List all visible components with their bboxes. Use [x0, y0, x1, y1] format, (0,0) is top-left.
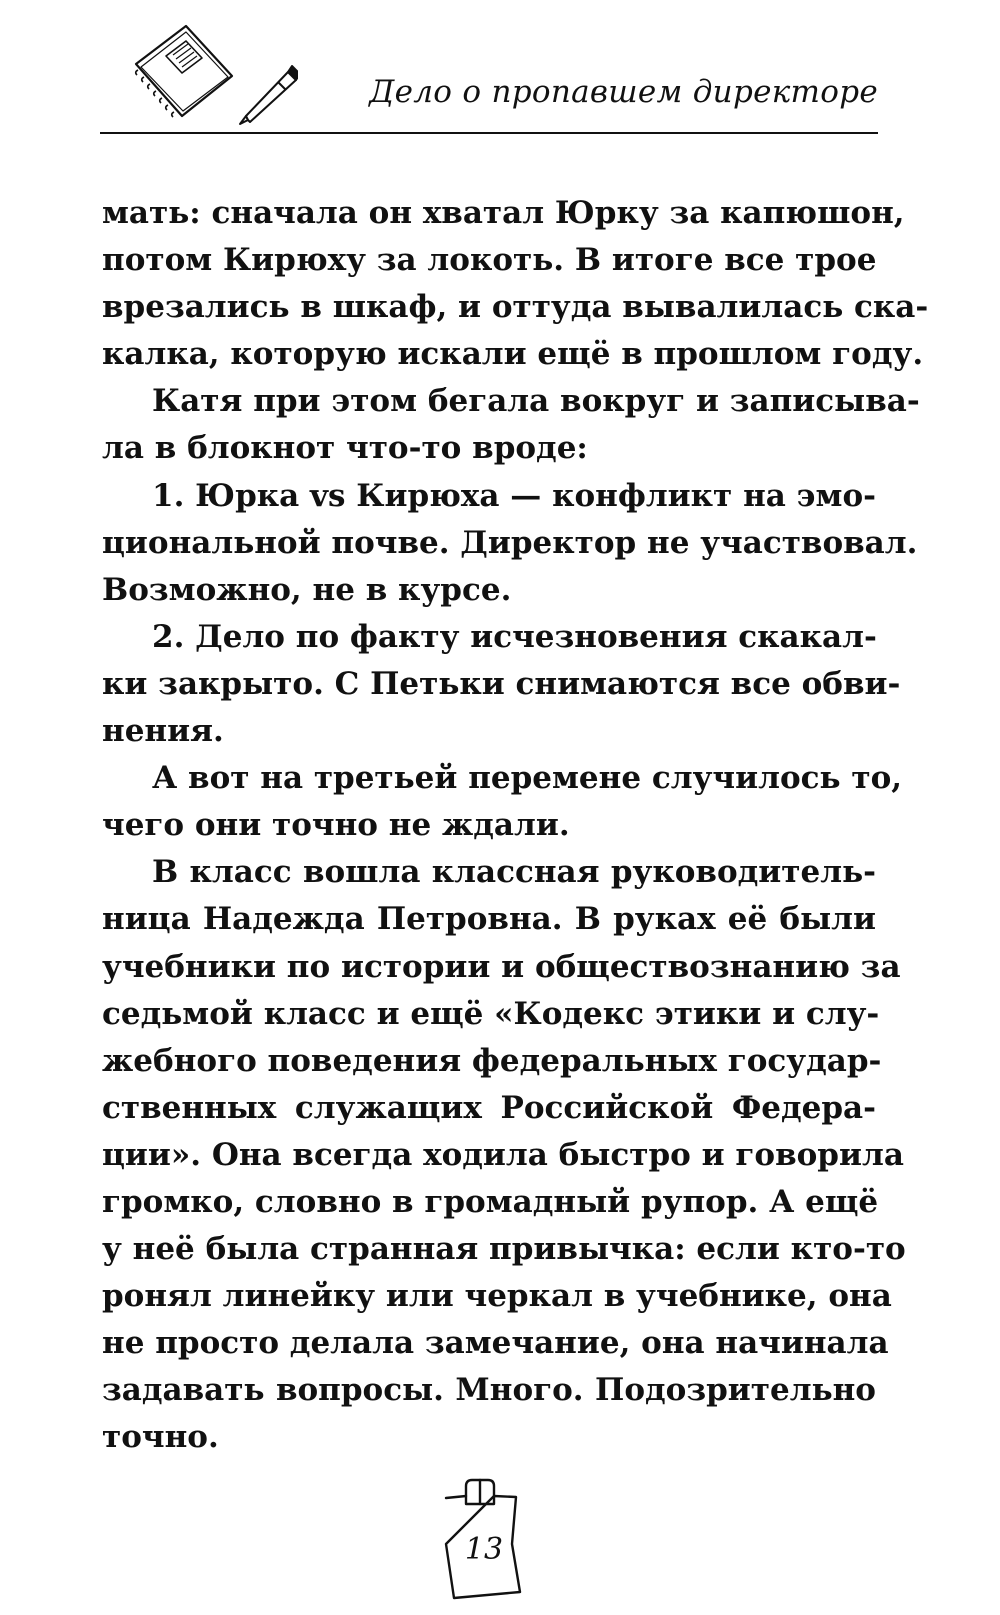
text-line: громко, словно в громадный рупор. А ещё: [102, 1183, 879, 1220]
text-line: ница Надежда Петровна. В руках её были: [102, 901, 876, 938]
text-line: чего они точно не ждали.: [102, 807, 570, 844]
text-line: калка, которую искали ещё в прошлом году.: [102, 336, 924, 373]
text-line: точно.: [102, 1419, 219, 1456]
text-line: у неё была странная привычка: если кто-то: [102, 1231, 906, 1268]
text-line: нения.: [102, 713, 224, 750]
text-line: потом Кирюху за локоть. В итоге все трое: [102, 242, 877, 279]
text-line: мать: сначала он хватал Юрку за капюшон,: [102, 195, 905, 231]
text-line: А вот на третьей перемене случилось то,: [152, 760, 903, 797]
folio: [436, 1474, 532, 1602]
text-line: 1. Юрка vs Кирюха — конфликт на эмо-: [152, 477, 876, 514]
page-number: 13: [464, 1532, 504, 1567]
text-line: врезались в шкаф, и оттуда вывалилась ска-: [102, 289, 929, 326]
header-rule: [100, 132, 878, 134]
text-line: не просто делала замечание, она начинала: [102, 1325, 889, 1362]
text-line: Катя при этом бегала вокруг и записыва-: [152, 383, 920, 420]
text-line: ки закрыто. С Петьки снимаются все обви-: [102, 665, 901, 702]
text-line: Возможно, не в курсе.: [102, 571, 512, 608]
text-line: 2. Дело по факту исчезновения скакал-: [152, 618, 877, 655]
text-line: ронял линейку или черкал в учебнике, она: [102, 1278, 892, 1315]
text-line: В класс вошла классная руководитель-: [152, 854, 876, 891]
text-line: циональной почве. Директор не участвовал.: [102, 524, 918, 561]
text-line: учебники по истории и обществознанию за: [102, 948, 901, 985]
body-text: [102, 190, 929, 1462]
text-line: ственных служащих Российской Федера-: [102, 1089, 876, 1126]
text-line: ла в блокнот что-то вроде:: [102, 430, 588, 467]
notebook-pen-icon: [128, 20, 298, 130]
text-line: жебного поведения федеральных государ-: [102, 1042, 882, 1079]
text-line: седьмой класс и ещё «Кодекс этики и слу-: [102, 995, 880, 1032]
text-line: ции». Она всегда ходила быстро и говорила: [102, 1136, 904, 1173]
text-line: задавать вопросы. Много. Подозрительно: [102, 1372, 876, 1409]
running-title: Дело о пропавшем директоре: [369, 74, 878, 110]
